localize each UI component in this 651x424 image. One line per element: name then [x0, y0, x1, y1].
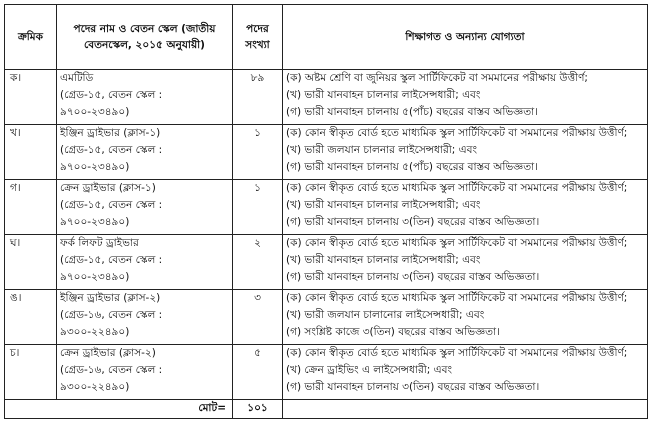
- table-row: [5, 180, 648, 235]
- qualification-line: (ক) কোন স্বীকৃত বোর্ড হতে মাধ্যমিক স্কুল সার্টিফিকেট বা সমমানের পরীক্ষায় উত্তীর্ণ;: [286, 182, 628, 194]
- post-grade: (গ্রেড-১৫, বেতন স্কেল :: [60, 144, 163, 156]
- count-cell: ১: [233, 125, 283, 180]
- qualification-line: (খ) ক্রেন ড্রাইভিং এ লাইসেন্সধারী; এবং: [286, 364, 452, 376]
- qualification-line: (গ) ভারী যানবাহন চালনায় ৫(পাঁচ) বছরের বাস্তব অভিজ্ঞতা।: [286, 161, 538, 173]
- post-scale: ৯৭০০-২৩৪৯০): [60, 161, 130, 173]
- serial-cell: চ।: [5, 345, 57, 400]
- table-body: [5, 70, 648, 419]
- table-row: [5, 125, 648, 180]
- table-header-row: [5, 5, 648, 70]
- table-row: [5, 70, 648, 125]
- post-scale: ৯৭০০-২৩৪৯০): [60, 106, 130, 118]
- post-name: ক্রেন ড্রাইভার (ক্লাস-১): [60, 182, 156, 194]
- serial-cell: ক।: [5, 70, 57, 125]
- post-name: ক্রেন ড্রাইভার (ক্লাস-২): [60, 347, 156, 359]
- post-scale: ৯৩০০-২২৪৯০): [60, 381, 130, 393]
- qualification-cell: [283, 345, 648, 400]
- post-grade: (গ্রেড-১৫, বেতন স্কেল :: [60, 199, 163, 211]
- post-grade: (গ্রেড-১৫, বেতন স্কেল :: [60, 89, 163, 101]
- post-scale: ৯৭০০-২৩৪৯০): [60, 216, 130, 228]
- header-post: পদের নাম ও বেতন স্কেল (জাতীয় বেতনস্কেল, ২০১৫ অনুযায়ী): [57, 5, 233, 70]
- post-scale: ৯৩০০-২২৪৯০): [60, 326, 130, 338]
- count-cell: ৮৯: [233, 70, 283, 125]
- total-label: মোট=: [5, 400, 233, 419]
- qualification-cell: [283, 235, 648, 290]
- post-name: ফর্ক লিফট ড্রাইভার: [60, 237, 139, 249]
- post-cell: [57, 180, 233, 235]
- post-grade: (গ্রেড-১৬, বেতন স্কেল :: [60, 309, 163, 321]
- post-name: ইঞ্জিন ড্রাইভার (ক্লাস-২): [60, 292, 161, 304]
- header-serial: ক্রমিক: [5, 5, 57, 70]
- table-row: [5, 235, 648, 290]
- total-row: [5, 400, 648, 419]
- qualification-line: (গ) ভারী যানবাহন চালনায় ৩(তিন) বছরের বাস্তব অভিজ্ঞতা।: [286, 216, 540, 228]
- qualification-line: (ক) কোন স্বীকৃত বোর্ড হতে মাধ্যমিক স্কুল সার্টিফিকেট বা সমমানের পরীক্ষায় উত্তীর্ণ;: [286, 292, 628, 304]
- qualification-line: (গ) ভারী যানবাহন চালনায় ৩(তিন) বছরের বাস্তব অভিজ্ঞতা।: [286, 381, 540, 393]
- qualification-line: (গ) ভারী যানবাহন চালনায় ৩(তিন) বছরের বাস্তব অভিজ্ঞতা।: [286, 271, 540, 283]
- qualification-line: (ক) কোন স্বীকৃত বোর্ড হতে মাধ্যমিক স্কুল সার্টিফিকেট বা সমমানের পরীক্ষায় উত্তীর্ণ;: [286, 237, 628, 249]
- qualification-cell: [283, 290, 648, 345]
- total-value: ১০১: [233, 400, 283, 419]
- recruitment-table-container: [4, 4, 647, 420]
- count-cell: ৫: [233, 345, 283, 400]
- post-grade: (গ্রেড-১৫, বেতন স্কেল :: [60, 254, 163, 266]
- post-cell: [57, 125, 233, 180]
- serial-cell: গ।: [5, 180, 57, 235]
- qualification-line: (খ) ভারী যানবাহন চালনার লাইসেন্সধারী; এবং: [286, 199, 481, 211]
- post-cell: [57, 70, 233, 125]
- qualification-cell: [283, 125, 648, 180]
- qualification-cell: [283, 70, 648, 125]
- total-empty-cell: [283, 400, 648, 419]
- post-scale: ৯৭০০-২৩৪৯০): [60, 271, 130, 283]
- qualification-line: (খ) ভারী জলযান চালনার লাইসেন্সধারী; এবং: [286, 144, 477, 156]
- qualification-line: (ক) অষ্টম শ্রেণি বা জুনিয়র স্কুল সার্টিফিকেট বা সমমানের পরীক্ষায় উত্তীর্ণ;: [286, 72, 588, 84]
- qualification-line: (খ) ভারী যানবাহন চালনার লাইসেন্সধারী; এবং: [286, 89, 481, 101]
- post-cell: [57, 235, 233, 290]
- serial-cell: ঙ।: [5, 290, 57, 345]
- table-row: [5, 345, 648, 400]
- table-row: [5, 290, 648, 345]
- post-cell: [57, 290, 233, 345]
- recruitment-table: [4, 4, 648, 419]
- serial-cell: খ।: [5, 125, 57, 180]
- qualification-line: (খ) ভারী যানবাহন চালনার লাইসেন্সধারী; এবং: [286, 254, 481, 266]
- post-name: এমটিডি: [60, 72, 94, 84]
- post-cell: [57, 345, 233, 400]
- qualification-line: (খ) ভারী জলযান চালানোর লাইসেন্সধারী; এবং: [286, 309, 485, 321]
- count-cell: ১: [233, 180, 283, 235]
- qualification-line: (ক) কোন স্বীকৃত বোর্ড হতে মাধ্যমিক স্কুল সার্টিফিকেট বা সমমানের পরীক্ষায় উত্তীর্ণ;: [286, 127, 628, 139]
- header-qualification: শিক্ষাগত ও অন্যান্য যোগ্যতা: [283, 5, 648, 70]
- post-grade: (গ্রেড-১৬, বেতন স্কেল :: [60, 364, 163, 376]
- count-cell: ২: [233, 235, 283, 290]
- qualification-line: (গ) ভারী যানবাহন চালনায় ৫(পাঁচ) বছরের বাস্তব অভিজ্ঞতা।: [286, 106, 538, 118]
- qualification-line: (ক) কোন স্বীকৃত বোর্ড হতে মাধ্যমিক স্কুল সার্টিফিকেট বা সমমানের পরীক্ষায় উত্তীর্ণ;: [286, 347, 628, 359]
- header-count: পদের সংখ্যা: [233, 5, 283, 70]
- post-name: ইঞ্জিন ড্রাইভার (ক্লাস-১): [60, 127, 161, 139]
- serial-cell: ঘ।: [5, 235, 57, 290]
- qualification-cell: [283, 180, 648, 235]
- count-cell: ৩: [233, 290, 283, 345]
- qualification-line: (গ) সংশ্লিষ্ট কাজে ৩(তিন) বছরের বাস্তব অভিজ্ঞতা।: [286, 326, 500, 338]
